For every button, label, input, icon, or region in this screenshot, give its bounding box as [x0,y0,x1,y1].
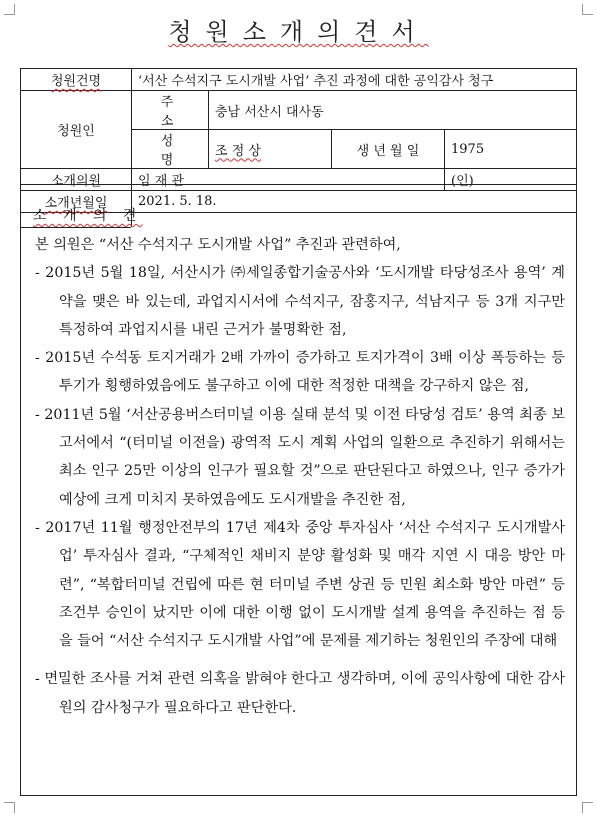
introducer-value[interactable]: 임 재 관 [132,169,445,191]
date-label: 소개년월일 [21,191,132,213]
seal-mark: (인) [445,169,577,191]
petition-title-label: 청원건명 [21,69,132,91]
opinion-text[interactable] [35,231,565,722]
petition-title-value[interactable]: ‘서산 수석지구 도시개발 사업’ 추진 과정에 대한 공익감사 청구 [132,69,577,91]
document-title: 청원소개의견서 [168,18,429,46]
list-item: - 2015년 수석동 토지거래가 2배 가까이 증가하고 토지가격이 3배 이상 폭등하는 등 투기가 횡행하였음에도 불구하고 이에 대한 적정한 대책을 강구하지 않은 점, [35,350,565,395]
name-label: 성 명 [132,130,209,169]
introducer-label: 소개의원 [21,169,132,191]
address-value[interactable]: 충남 서산시 대사동 [209,91,577,130]
page-corner-mark [582,802,593,813]
list-item: - 2015년 5월 18일, 서산시가 ㈜세일종합기술공사와 ‘도시개발 타당성조사 용역’ 계약을 맺은 바 있는데, 과업지시서에 수석지구, 잠홍지구, 석남지구 등 3개 지구만 특정하여 과업지시를 내린 근거가 불명확한 점, [35,265,565,338]
list-item: - 2011년 5월 ‘서산공용버스터미널 이용 실태 분석 및 이전 타당성 검토’ 용역 최종 보고서에서 “(터미널 이전을) 광역적 도시 계획 사업의 일환으로 추진하기 위해서는 최소 인구 25만 이상의 인구가 필요할 것”으로 판단된다고 하였으나, 인구 증가가 예상에 크게 미치지 못하였음에도 도시개발을 추진한 점, [35,406,565,508]
list-item: - 면밀한 조사를 거쳐 관련 의혹을 밝혀야 한다고 생각하며, 이에 공익사항에 대한 감사원의 감사청구가 필요하다고 판단한다. [35,671,565,716]
section-divider [21,227,131,228]
name-value[interactable]: 조 정 상 [209,130,332,169]
birth-label: 생 년 월 일 [332,130,445,169]
petitioner-label: 청원인 [21,91,132,169]
birth-value[interactable]: 1975 [445,130,577,169]
address-label: 주 소 [132,91,209,130]
intro-paragraph: 본 의원은 “서산 수석지구 도시개발 사업” 추진과 관련하여, [35,237,401,253]
page-corner-mark [4,802,15,813]
list-item: - 2017년 11월 행정안전부의 17년 제4차 중앙 투자심사 ‘서산 수석지구 도시개발사업’ 투자심사 결과, “구체적인 채비지 분양 활성화 및 매각 지연 시 대응 방안 마련”, “복합터미널 건립에 따른 현 터미널 주변 상권 등 민원 최소화 방안 마련” 등 조건부 승인이 났지만 이에 대한 이행 없이 도시개발 설계 용역을 추진하는 점 등을 들어 “서산 수석지구 도시개발 사업”에 문제를 제기하는 청원인의 주장에 대해 [35,519,565,650]
section-label: 소 개 의 견 [33,208,143,224]
opinion-box [20,184,577,796]
date-value[interactable]: 2021. 5. 18. [132,191,577,213]
